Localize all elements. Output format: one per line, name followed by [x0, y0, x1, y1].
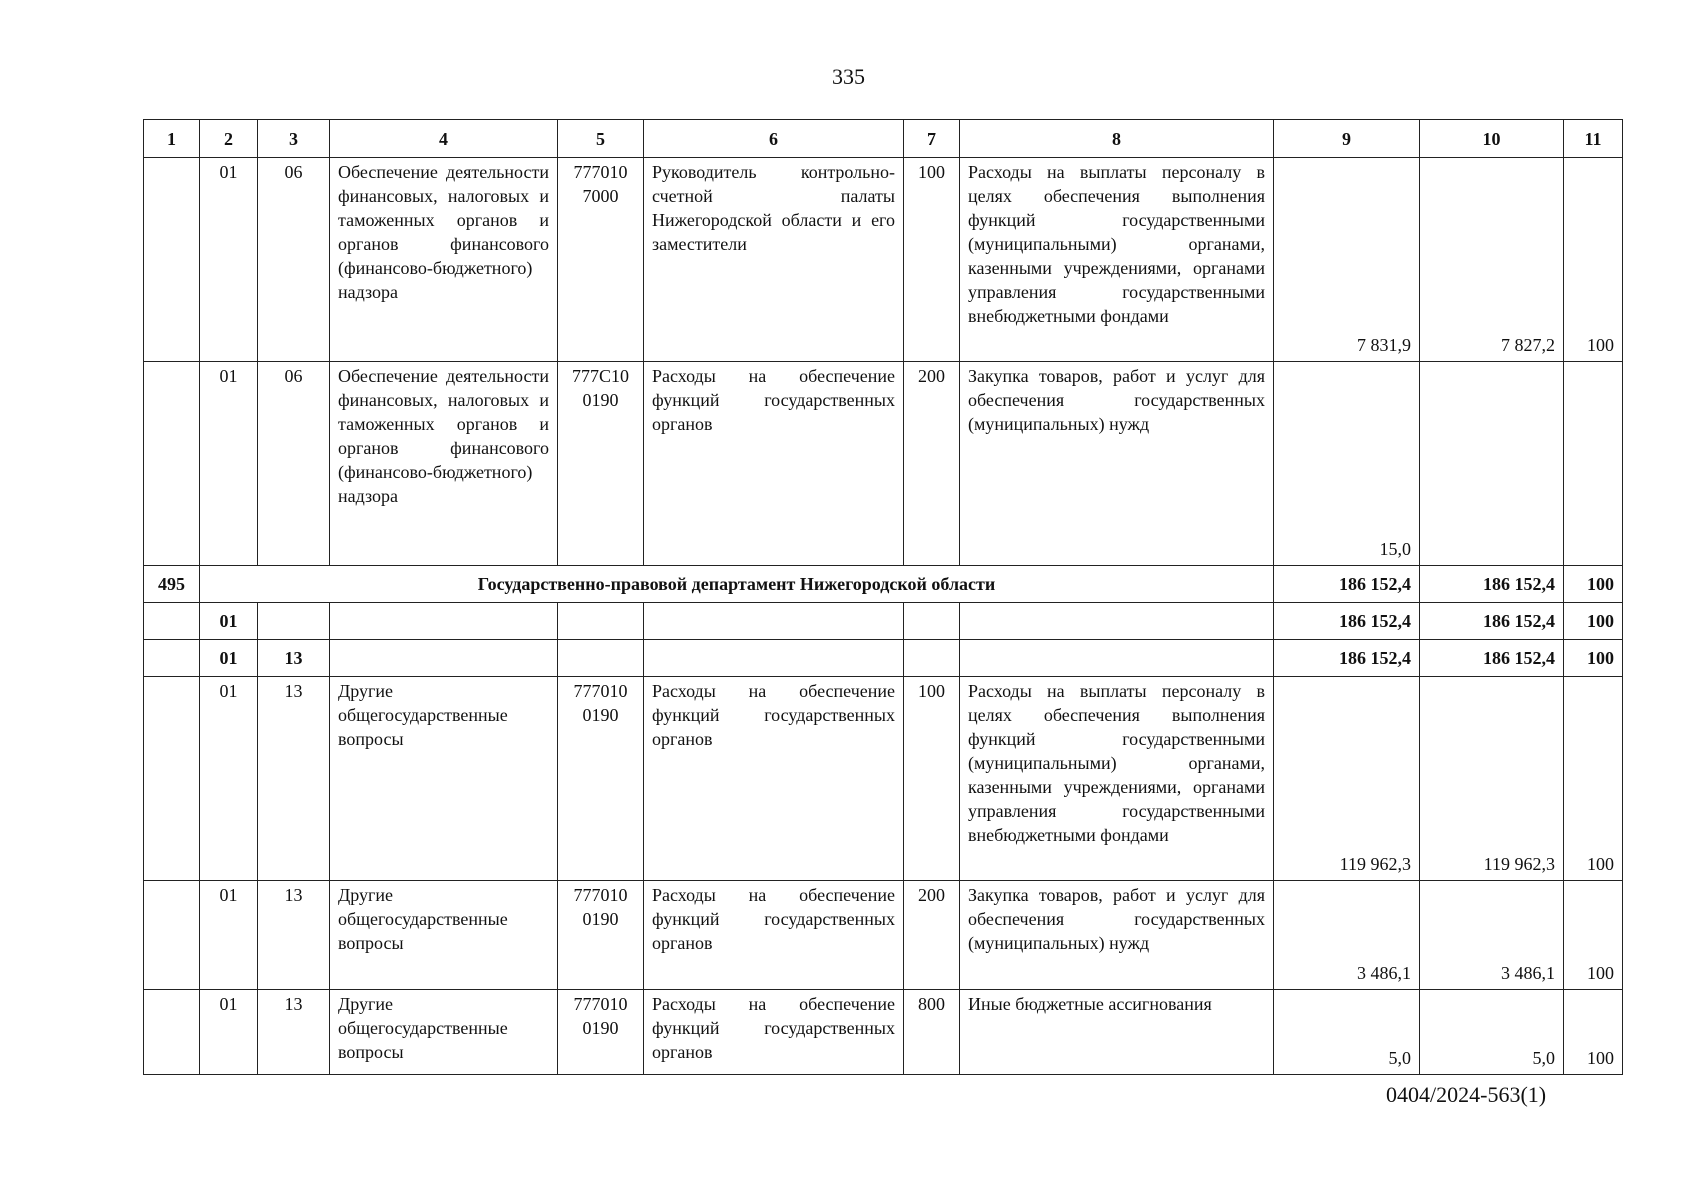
cell-name: Обеспечение деятельности финансовых, налоговых и таможенных органов и органов финансового (финансово-бюджетного) надзора	[330, 362, 558, 566]
section-row	[144, 603, 1623, 640]
cell-expense-type: 200	[904, 362, 960, 566]
cell-percent: 100	[1564, 990, 1623, 1075]
cell-percent: 100	[1564, 677, 1623, 881]
cell-actual	[1420, 362, 1564, 566]
cell-target-name: Расходы на обеспечение функций государственных органов	[644, 990, 904, 1075]
cell-actual: 186 152,4	[1420, 566, 1564, 603]
cell-plan: 119 962,3	[1274, 677, 1420, 881]
cell-target-name: Расходы на обеспечение функций государственных органов	[644, 677, 904, 881]
cell-section: 01	[200, 603, 258, 640]
table-row	[144, 362, 1623, 566]
cell-target-code: 777010 7000	[558, 158, 644, 362]
cell-plan: 15,0	[1274, 362, 1420, 566]
cell-target-name	[644, 603, 904, 640]
header-cell: 3	[258, 120, 330, 158]
cell-expense-type: 800	[904, 990, 960, 1075]
cell-plan: 186 152,4	[1274, 566, 1420, 603]
table-row	[144, 158, 1623, 362]
cell-c1	[144, 640, 200, 677]
cell-expense-type	[904, 640, 960, 677]
document-code: 0404/2024-563(1)	[1386, 1082, 1547, 1107]
cell-actual: 186 152,4	[1420, 640, 1564, 677]
cell-subsection: 13	[258, 881, 330, 990]
cell-c1	[144, 677, 200, 881]
cell-target-code	[558, 640, 644, 677]
cell-actual: 3 486,1	[1420, 881, 1564, 990]
cell-target-name: Руководитель контрольно-счетной палаты Нижегородской области и его заместители	[644, 158, 904, 362]
cell-target-code	[558, 603, 644, 640]
cell-plan: 186 152,4	[1274, 640, 1420, 677]
cell-expense-name: Расходы на выплаты персоналу в целях обеспечения выполнения функций государственными (муниципальными) органами, казенными учреждениями, органами управления государственными внебюджетными фондами	[960, 158, 1274, 362]
cell-expense-name: Расходы на выплаты персоналу в целях обеспечения выполнения функций государственными (муниципальными) органами, казенными учреждениями, органами управления государственными внебюджетными фондами	[960, 677, 1274, 881]
cell-expense-name	[960, 640, 1274, 677]
cell-plan: 7 831,9	[1274, 158, 1420, 362]
cell-c1	[144, 362, 200, 566]
department-row	[144, 566, 1623, 603]
cell-expense-type	[904, 603, 960, 640]
cell-percent: 100	[1564, 158, 1623, 362]
table-row	[144, 677, 1623, 881]
cell-subsection	[258, 603, 330, 640]
table-row	[144, 990, 1623, 1075]
header-cell: 4	[330, 120, 558, 158]
header-cell: 2	[200, 120, 258, 158]
cell-subsection: 13	[258, 990, 330, 1075]
cell-percent: 100	[1564, 881, 1623, 990]
cell-subsection: 06	[258, 158, 330, 362]
cell-plan: 3 486,1	[1274, 881, 1420, 990]
cell-name	[330, 603, 558, 640]
table-row	[144, 881, 1623, 990]
cell-dept-name: Государственно-правовой департамент Нижегородской области	[200, 566, 1274, 603]
cell-target-name	[644, 640, 904, 677]
cell-name: Другие общегосударственные вопросы	[330, 990, 558, 1075]
cell-section: 01	[200, 881, 258, 990]
cell-actual: 5,0	[1420, 990, 1564, 1075]
cell-dept-code: 495	[144, 566, 200, 603]
cell-c1	[144, 603, 200, 640]
cell-expense-type: 100	[904, 158, 960, 362]
cell-section: 01	[200, 640, 258, 677]
cell-subsection: 13	[258, 640, 330, 677]
cell-actual: 119 962,3	[1420, 677, 1564, 881]
cell-name: Другие общегосударственные вопросы	[330, 881, 558, 990]
header-cell: 9	[1274, 120, 1420, 158]
header-cell: 8	[960, 120, 1274, 158]
cell-expense-name	[960, 603, 1274, 640]
budget-table	[143, 119, 1623, 1075]
cell-plan: 186 152,4	[1274, 603, 1420, 640]
cell-percent: 100	[1564, 640, 1623, 677]
cell-c1	[144, 881, 200, 990]
page-number: 335	[832, 64, 865, 89]
cell-target-name: Расходы на обеспечение функций государственных органов	[644, 881, 904, 990]
cell-expense-name: Закупка товаров, работ и услуг для обеспечения государственных (муниципальных) нужд	[960, 362, 1274, 566]
cell-expense-name: Иные бюджетные ассигнования	[960, 990, 1274, 1075]
cell-target-code: 777010 0190	[558, 881, 644, 990]
header-cell: 11	[1564, 120, 1623, 158]
cell-target-name: Расходы на обеспечение функций государственных органов	[644, 362, 904, 566]
header-cell: 1	[144, 120, 200, 158]
header-cell: 5	[558, 120, 644, 158]
cell-subsection: 13	[258, 677, 330, 881]
header-cell: 10	[1420, 120, 1564, 158]
cell-actual: 7 827,2	[1420, 158, 1564, 362]
cell-section: 01	[200, 677, 258, 881]
cell-c1	[144, 158, 200, 362]
cell-plan: 5,0	[1274, 990, 1420, 1075]
cell-subsection: 06	[258, 362, 330, 566]
cell-section: 01	[200, 990, 258, 1075]
cell-target-code: 777010 0190	[558, 677, 644, 881]
subsection-row	[144, 640, 1623, 677]
header-cell: 7	[904, 120, 960, 158]
cell-percent: 100	[1564, 603, 1623, 640]
cell-percent: 100	[1564, 566, 1623, 603]
cell-actual: 186 152,4	[1420, 603, 1564, 640]
cell-percent	[1564, 362, 1623, 566]
cell-expense-name: Закупка товаров, работ и услуг для обеспечения государственных (муниципальных) нужд	[960, 881, 1274, 990]
cell-name	[330, 640, 558, 677]
cell-name: Другие общегосударственные вопросы	[330, 677, 558, 881]
cell-expense-type: 200	[904, 881, 960, 990]
header-cell: 6	[644, 120, 904, 158]
cell-target-code: 777С10 0190	[558, 362, 644, 566]
cell-c1	[144, 990, 200, 1075]
cell-section: 01	[200, 362, 258, 566]
cell-target-code: 777010 0190	[558, 990, 644, 1075]
cell-section: 01	[200, 158, 258, 362]
cell-expense-type: 100	[904, 677, 960, 881]
cell-name: Обеспечение деятельности финансовых, налоговых и таможенных органов и органов финансового (финансово-бюджетного) надзора	[330, 158, 558, 362]
table-header-row	[144, 120, 1623, 158]
